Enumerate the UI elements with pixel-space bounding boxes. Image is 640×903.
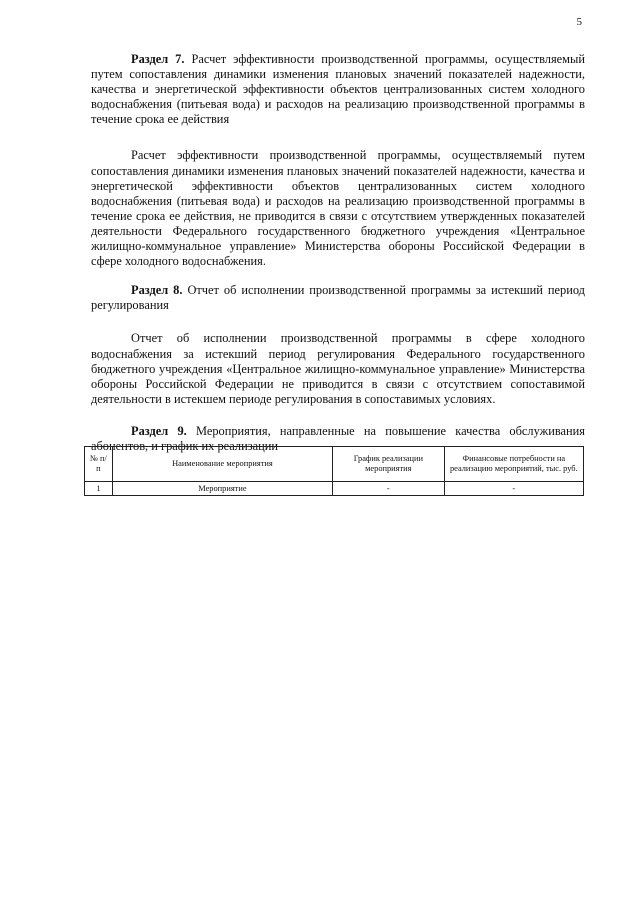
section-8-title: Отчет об исполнении производственной программы за истекший период регулирования bbox=[91, 283, 585, 313]
section-9-title: Мероприятия, направленные на повышение качества обслуживания абонентов, и график их реализации bbox=[91, 423, 585, 453]
cell-name: Мероприятие bbox=[112, 482, 332, 496]
activities-table bbox=[84, 446, 584, 496]
section-7-paragraph: Расчет эффективности производственной программы, осуществляемый путем сопоставления динамики изменения плановых значений показателей надежности, качества и энергетической эффективности объектов централизованных систем холодного водоснабжения (питьевая вода) и расходов на реализацию производственной программы в течение срока ее действия, не приводится в связи с отсутствием утвержденных показателей деятельности Федерального государственного бюджетного учреждения «Центральное жилищно-коммунальное управление» Министерства обороны Российской Федерации в сфере холодного водоснабжения. bbox=[91, 148, 585, 269]
section-8-heading bbox=[91, 283, 585, 313]
section-9-label: Раздел 9. bbox=[131, 423, 187, 438]
table-row bbox=[85, 482, 584, 496]
cell-num: 1 bbox=[85, 482, 113, 496]
section-7-title: Расчет эффективности производственной программы, осуществляемый путем сопоставления динамики изменения плановых значений показателей надежности, качества и энергетической эффективности объектов централизованных систем холодного водоснабжения (питьевая вода) и расходов на реализацию производственной программы в течение срока ее действия bbox=[91, 52, 585, 127]
header-finance: Финансовые потребности на реализацию мероприятий, тыс. руб. bbox=[444, 447, 583, 482]
section-8-label: Раздел 8. bbox=[131, 283, 183, 298]
section-7-heading bbox=[91, 52, 585, 127]
cell-finance: - bbox=[444, 482, 583, 496]
cell-schedule: - bbox=[333, 482, 445, 496]
table-header-row bbox=[85, 447, 584, 482]
section-7-label: Раздел 7. bbox=[131, 52, 185, 66]
document-body bbox=[91, 52, 585, 462]
header-name: Наименование мероприятия bbox=[112, 447, 332, 482]
page-number: 5 bbox=[576, 16, 582, 28]
header-num: № п/п bbox=[85, 447, 113, 482]
section-8-paragraph: Отчет об исполнении производственной программы в сфере холодного водоснабжения за истекший период регулирования Федерального государственного бюджетного учреждения «Центральное жилищно-коммунальное управление» Министерства обороны Российской Федерации не приводится в связи с отсутствием сопоставимой деятельности в истекшем периоде регулирования в сопоставимых условиях. bbox=[91, 331, 585, 406]
header-schedule: График реализации мероприятия bbox=[333, 447, 445, 482]
